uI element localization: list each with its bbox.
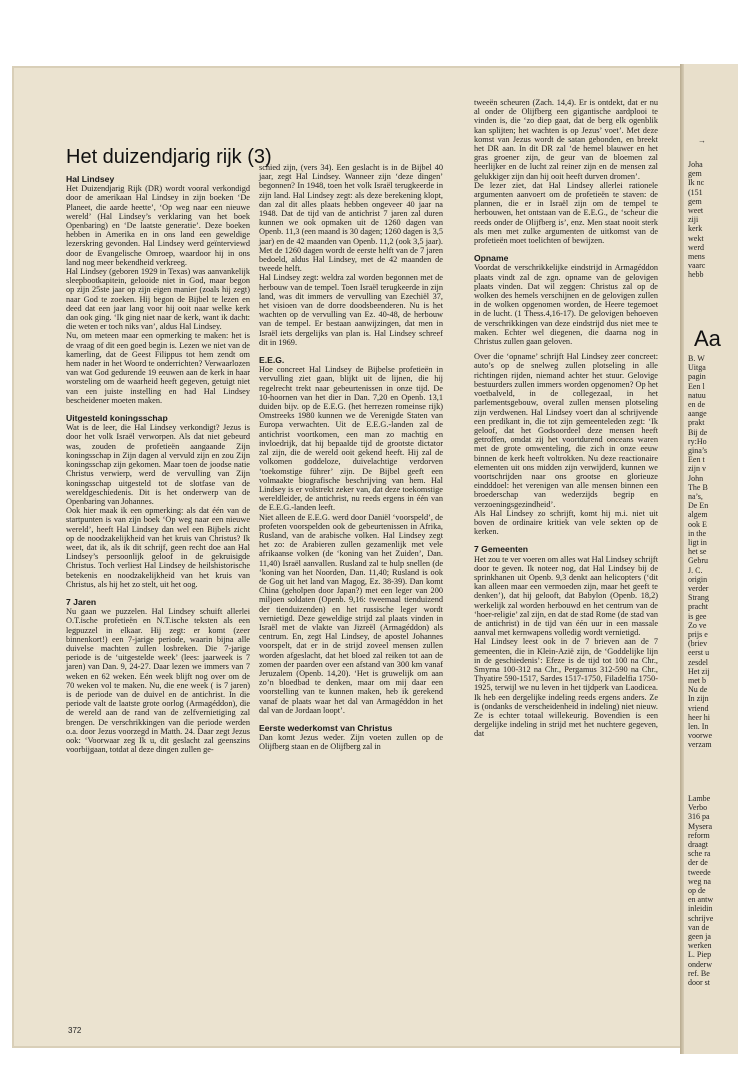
article-column-1 — [66, 172, 250, 754]
next-page-line: zesdel — [688, 657, 708, 667]
next-page-line: en de — [688, 400, 706, 409]
next-page-line: zijn v — [688, 464, 706, 474]
section-heading: Eerste wederkomst van Christus — [259, 722, 393, 733]
paragraph: Wat is de leer, die Hal Lindsey verkondigt? Jezus is door het volk Israël verworpen. Als dat niet gebeurd was, zouden de profetieën aangaande Zijn koningsschap in Zijn dagen al vervuld zijn en zou Zijn koningsschap zijn gekomen. Maar toen de joodse natie Christus verwierp, werd de vervulling van Zijn koningsschap uitgesteld tot de slotfase van de wereldgeschiedenis. Dit is het onderwerp van de Openbaring van Johannes. — [66, 423, 250, 506]
next-page-line: prijs e — [688, 630, 708, 639]
section-heading: 7 Gemeenten — [474, 544, 528, 555]
section-heading: E.E.G. — [259, 355, 285, 366]
next-page-edge — [684, 64, 738, 1054]
next-page-line: Gebru — [688, 556, 708, 566]
next-page-line: met b — [688, 676, 706, 685]
paragraph: Over die ‘opname’ schrijft Hal Lindsey zeer concreet: auto’s op de snelweg zullen plotseling in alle richtingen rijden, niemand achter het stuur. Gelovige bestuurders zullen immers worden opgenomen? Op het voetbalveld, in de collegezaal, in het parlementsgebouw, overal zullen mensen plotseling zijn verdwenen. Hal Lindsey voert dan al schrijvende een predikant in, die tot zijn gemeenteleden zegt: ‘Ik geloof, dat het Godsoordeel deze mensen heeft getroffen, omdat zij het voortdurend onceans waren met de grote omwenteling, die zich in onze eeuw binnen de kerk heeft voltrokken. Nu deze reactionaire elementen uit ons midden zijn verwijderd, kunnen we voortschrijden naar ons grootse en glorieuze eindddoel: het verenigen van alle mensen binnen een broederschap van wederzijds begrip en verzoeningsgezindheid’. — [474, 352, 658, 509]
next-page-line: tweede — [688, 867, 711, 877]
next-page-line: is gee — [688, 611, 707, 621]
next-page-line: gem — [688, 196, 702, 206]
next-page-line: Ik nc — [688, 178, 705, 188]
next-page-line: weg na — [688, 876, 711, 886]
next-page-line: gem — [688, 169, 702, 179]
next-page-line: Mysera — [688, 821, 712, 831]
next-page-line: ziji — [688, 215, 699, 225]
paragraph: Als Hal Lindsey zo schrijft, komt hij m.i. niet uit boven de ordinaire kritiek van vele sekten op de kerken. — [474, 508, 658, 537]
next-page-line: hebb — [688, 270, 704, 280]
next-page-line: der de — [688, 858, 708, 868]
next-page-line: verder — [688, 584, 709, 593]
next-page-line: verzam — [688, 740, 712, 750]
next-page-line: inleidin — [688, 904, 713, 914]
next-page-line: sche ra — [688, 849, 711, 859]
section-heading: Uitgesteld koningsschap — [66, 413, 168, 424]
next-page-line: ry:Ho — [688, 436, 707, 446]
next-page-line: reform — [688, 830, 710, 840]
paragraph-gap — [259, 347, 443, 353]
next-page-line: ook E — [688, 519, 707, 529]
section-heading: Hal Lindsey — [66, 174, 115, 184]
next-page-line: Uitga — [688, 363, 706, 373]
next-page-line: Een l — [688, 381, 705, 391]
paragraph: Hoe concreet Hal Lindsey de Bijbelse profetieën in vervulling ziet gaan, blijkt uit de lijnen, die hij regelrecht trekt naar gebeurtenissen in onze tijd. De 10-hoornen van het dier in Dan. 7,20 en Openb. 13,1 duiden bijv. op de E.E.G. (het herrezen romeinse rijk) Omstreeks 1980 kunnen we de Verenigde Staten van Europa verwachten. Uit de E.E.G.-landen zal de antichrist voortkomen, een man zo machtig en invloedrijk, dat hij bepaalde tijd de grootste dictator zal zijn, die de wereld ooit gekend heeft. Hij zal de volkomen goddeloze, duivelachtige verdorven ‘toekomstige führer’ zijn. De Bijbel geeft een volmaakte biografische beschrijving van hem. Hal Lindsey is er volstrekt zeker van, dat deze toekomstige wereldleider, de antichrist, nu reeds ergens in één van de E.E.G.-landen leeft. — [259, 365, 443, 513]
next-page-line: algem — [688, 510, 708, 520]
paragraph: schied zijn, (vers 34). Een geslacht is in de Bijbel 40 jaar, zegt Hal Lindsey. Wanneer zijn ‘deze dingen’ begonnen? In 1948, toen het volk Israël terugkeerde in zijn land. Hal Lindsey zegt: als deze berekening klopt, dan zal dit alles plaats hebben ongeveer 40 jaar na 1948. Dat de tijd van de antichrist 7 jaren zal duren kunnen we ook opmaken uit de 1260 dagen van Openb. 11,3 (een maand is 30 dagen; 1260 dagen is 3,5 jaar) en de 42 maanden van Openb. 11,2 (ook 3,5 jaar). Met de 1260 dagen wordt de eerste helft van de 7 jaren bedoeld, aldus Hal Lindsey, met de 42 maanden de tweede helft. — [259, 163, 443, 274]
next-page-line: Joha — [688, 160, 703, 169]
next-page-line: natuu — [688, 390, 706, 400]
next-page-line: Zo ve — [688, 620, 707, 630]
next-page-line: Nu de — [688, 685, 708, 695]
paragraph: Niet alleen de E.E.G. werd door Daniël ‘voorspeld’, de profeten voorspelden ook de gebeurtenissen in Afrika, Rusland, van de arabische volken. Hal Lindsey zegt het zo: de Arabieren zullen gezamenlijk met vele afrikaanse volken (de ‘koning van het Zuiden’, Dan. 11,40) Israël aanvallen. Rusland zal te hulp snellen (de ‘koning van het Noorden, Dan. 11,40; Rusland is ook de Gog uit het land van Magog, Ez. 38-39). Dan komt China (geholpen door Japan?) met een leger van 200 miljoen soldaten (Openb. 9,16: tweemaal tienduizend der tienduizenden) en het russische leger wordt vernietigd. Deze geweldige strijd zal plaats vinden in Israël met de vlakte van Jizreël (Armagéddon) als centrum. En, zegt Hal Lindsey, de apostel Johannes voorspelt, dat er in de strijd zoveel mensen zullen worden afgeslacht, dat het bloed zal reiken tot aan de zomen der paarden over een afstand van 300 km vanaf Jeruzalem (Openb. 14,20). ‘Het is gruwelijk om aan zo’n bloedbad te denken, maar om mij daar een voorstelling van te kunnen maken, heb ik gerekend vanaf de plaats waar het dal van Armagéddon in het dal van de Jordaan loopt’. — [259, 512, 443, 715]
article-title: Het duizendjarig rijk (3) — [66, 146, 272, 168]
article-column-2 — [259, 163, 443, 752]
next-page-line: weet — [688, 206, 704, 215]
next-page-line: pracht — [688, 602, 708, 612]
next-page-line: onderw — [688, 959, 712, 969]
next-page-line: Bij de — [688, 427, 708, 437]
next-page-line: Strang — [688, 593, 709, 603]
next-page-line: aange — [688, 409, 707, 419]
paragraph: Het Duizendjarig Rijk (DR) wordt vooral verkondigd door de amerikaan Hal Lindsey in zijn boeken ‘De Planeet, die aarde heette’, ‘Op weg naar een nieuwe wereld’ (Hal Lindsey’s verklaring van het boek Openbaring) en ‘De laatste generatie’. Deze boeken hebben in Amerika en in ons land een geweldige lezerskring gevonden. Hal Lindsey werd geïnterviewd door de Evangelische Omroep, waardoor hij in ons land nog meer bekendheid verkreeg. — [66, 184, 250, 267]
paragraph: Hal Lindsey zegt: weldra zal worden begonnen met de herbouw van de tempel. Toen Israël terugkeerde in zijn land, was dit immers de vervulling van Ezechiël 37, het visioen van de dorre doodsbeenderen. Nu is het wachten op de vervulling van Ez. 40-48, de herbouw van de tempel. Er bestaan aanwijzingen, dat men in Israël iets dergelijks van plan is. Hal Lindsey schreef dit in 1969. — [259, 273, 443, 347]
next-page-line: (151 — [688, 187, 703, 197]
next-page-line: John — [688, 473, 704, 483]
paragraph: Het zou te ver voeren om alles wat Hal Lindsey schrijft door te geven. Ik noteer nog, dat Hal Lindsey bij de sprinkhanen uit Openb. 9,3 denkt aan helicopters (‘dit kan alleen maar een vermoeden zijn, maar het geeft te denken’), dat hij gelooft, dat Babylon (Openb. 18,2) werkelijk zal worden herbouwd en het centrum van de ‘hoer-religie’ zal zijn, en dat de stad Rome (de stad van de antichrist) in de tijd van één uur in een massale aanval met kernwapens volledig wordt vernietigd. — [474, 554, 658, 638]
next-page-line: (briev — [688, 639, 708, 649]
next-page-line: kerk — [688, 224, 703, 234]
paragraph: tweeën scheuren (Zach. 14,4). Er is ontdekt, dat er nu al onder de Olijfberg een gigantische aardplooi te vinden is, die ‘zo diep gaat, dat de berg elk ogenblik kan splijten; het wachten is op Jezus’ voet’. Met deze komst van Jezus wordt de satan gebonden, en breekt het DR aan. In dit DR zal ‘de hemel blauwer en het gras groener zijn, de geur van de bloemen zal heerlijker en de lucht zal reiner zijn en de mensen zal gelukkiger zijn dan hij ooit heeft durven dromen’. — [474, 98, 658, 181]
arrow-icon: → — [698, 136, 706, 145]
next-page-line: B. W — [688, 354, 705, 363]
paragraph: Hal Lindsey (geboren 1929 in Texas) was aanvankelijk sleepbootkapitein, gelooide niet in God, maar begon op zijn 25ste jaar op zijn eigen manier (zoals hij zegt) naar God te zoeken. Hij begon de Bijbel te lezen en deed dat een jaar lang voor hij ooit naar welke kerk dan ook ging. ‘Ik ging niet naar de kerk, want ik dacht: die weten er toch niks van’, aldus Hal Lindsey. — [66, 267, 250, 332]
next-page-line: ref. Be — [688, 968, 710, 978]
paragraph: Voordat de verschrikkelijke eindstrijd in Armagéddon plaats vindt zal de zgn. opname van de gelovigen plaats vinden. Dat wil zeggen: Christus zal op de wolken des hemels verschijnen en de gelovigen zullen in de wolken opgenomen worden, de Heere tegemoet in de lucht. (1 Thess.4,16-17). De gelovigen behoeven de verschrikkingen van deze eindstrijd dus niet mee te maken. Echter wel diegenen, die daarna nog in Christus zullen gaan geloven. — [474, 263, 658, 347]
next-page-line: Het zij — [688, 666, 710, 676]
paragraph-gap — [259, 715, 443, 721]
next-page-heading: Aa — [694, 326, 721, 351]
next-page-line: in the — [688, 528, 706, 538]
next-page-line: J. C. — [688, 565, 703, 575]
next-page-line: werd — [688, 242, 704, 252]
next-page-line: draagt — [688, 840, 708, 849]
next-page-line: The B — [688, 482, 708, 492]
section-heading: Opname — [474, 253, 509, 264]
next-page-line: De En — [688, 501, 709, 511]
next-page-line: pagin — [688, 372, 706, 382]
next-page-line: Verbo — [688, 803, 708, 813]
next-page-line: schrijve — [688, 913, 714, 923]
next-page-line: het se — [688, 547, 707, 557]
paragraph: Nu, om meteen maar een opmerking te maken: het is de vraag of dit een goed begin is. Lezen we niet van de kamerling, dat de Geest Filippus tot hem zendt om hem nader in het Woord te onderrichten? Verwaarlozen van wat God gedurende 19 eeuwen aan de kerk in haar worsteling om de waarheid heeft gegeven, getuigt niet van een juiste instelling en had Hal Lindsey bescheidener moeten maken. — [66, 331, 250, 405]
next-page-line: vaarc — [688, 261, 706, 271]
paragraph: Ook hier maak ik een opmerking: als dat één van de startpunten is van zijn boek ‘Op weg naar een nieuwe wereld’, heeft Hal Lindsey dan wel een Bijbels zicht op de noodzakelijkheid van het kruis van Christus? Ik weet, dat ik, als ik dit schrijf, geen recht doe aan Hal Lindsey’s persoonlijk geloof in de gekruisigde Christus. Toch verliest Hal Lindsey de heilshistorische betekenis en noodzakelijkheid van het kruis van Christus, als hij het zo stelt, uit het oog. — [66, 506, 250, 589]
section-heading: 7 Jaren — [66, 596, 97, 607]
paragraph: De lezer ziet, dat Hal Lindsey allerlei rationele argumenten aanvoert om de profetieën te staven: de plannen, die er in Israël zijn om de tempel te herbouwen, het ontstaan van de E.E.G., de ‘scheur die reeds onder de Olijfberg is’, enz. Men staat nooit sterk als men met zulke argumenten de uitkomst van de profetieën moet toelichten of bewijzen. — [474, 180, 658, 246]
next-page-line: origin — [688, 574, 708, 584]
next-page-line: van de — [688, 922, 710, 932]
next-page-line: L. Piep — [688, 950, 712, 960]
paragraph-gap — [66, 405, 250, 411]
paragraph-gap — [474, 245, 658, 251]
paragraph: Nu gaan we puzzelen. Hal Lindsey schuift allerlei O.T.ische profetieën en N.T.ische teksten als een legpuzzel in elkaar. Hij zegt: er komt (zeer binnenkort!) een 7-jarige periode, waarin bijna alle duivelse machten zullen losbreken. Die 7-jarige periode is de ‘uitgestelde week’ (lees: jaarweek is 7 jaren) van Dan. 9, 24-27. Daar lezen we immers van 7 weken en 62 weken. Eén week blijft nog over om de 70 weken vol te maken. Nu, die ene week ( is 7 jaren) is de periode van de duivel en de antichrist. In die periode valt de laatste grote oorlog (Armagéddon), die de wereld aan de rand van de zelfvernietiging zal brengen. De verschrikkingen van die periode werden o.a. door Jezus voorzegd in Matth. 24. Daar zegt Jezus ook: ‘Voorwaar zeg Ik u, dit geslacht zal geenszins voorbijgaan, totdat al deze dingen zullen ge- — [66, 607, 250, 755]
next-page-line: en antw — [688, 895, 714, 905]
next-page-line: eerst u — [688, 648, 710, 658]
next-page-line: voorwe — [688, 731, 712, 741]
next-page-line: wekt — [688, 233, 704, 243]
next-page-line: Lambe — [688, 794, 711, 803]
next-page-line: mens — [688, 252, 705, 261]
page-number: 372 — [68, 1026, 82, 1035]
next-page-line: geen ja — [688, 932, 711, 941]
next-page-line: door st — [688, 978, 710, 987]
next-page-line: 316 pa — [688, 812, 710, 822]
paragraph: Hal Lindsey leest ook in de 7 brieven aan de 7 gemeenten, die in Klein-Azië zijn, de ‘Goddelijke lijn in de geschiedenis’: Efeze is de tijd tot 100 na Chr., Smyrna 100-312 na Chr., Pergamus 312-590 na Chr., Thyatire 590-1517, Sardes 1517-1750, Filadelfia 1750-1925, terwijl we nu leven in het tijdperk van Laodicea. Ik heb een dergelijke indeling reeds ergens anders. Ze is (ondanks de verscheidenheid in indeling) niet nieuw. Ze is echter totaal willekeurig. Bovendien is een dergelijke indeling in strijd met het nuchtere gegeven, dat — [474, 637, 658, 739]
next-page-line: Een t — [688, 455, 705, 465]
next-page-line: werken — [688, 941, 712, 951]
article-column-3 — [474, 98, 658, 739]
next-page-line: In zijn — [688, 694, 709, 704]
next-page-line: op de — [688, 886, 706, 895]
next-page-line: vriend — [688, 703, 709, 713]
paragraph-gap — [66, 589, 250, 595]
next-page-line: gina’s — [688, 446, 708, 455]
next-page-line: heer hi — [688, 712, 710, 722]
next-page-line: len. In — [688, 722, 709, 731]
next-page-line: na’s, — [688, 492, 703, 501]
next-page-line: ligt in — [688, 538, 707, 547]
paragraph: Dan komt Jezus weder. Zijn voeten zullen op de Olijfberg staan en de Olijfberg zal in — [259, 733, 443, 752]
next-page-line: prakt — [688, 418, 705, 428]
paragraph-gap — [474, 536, 658, 542]
